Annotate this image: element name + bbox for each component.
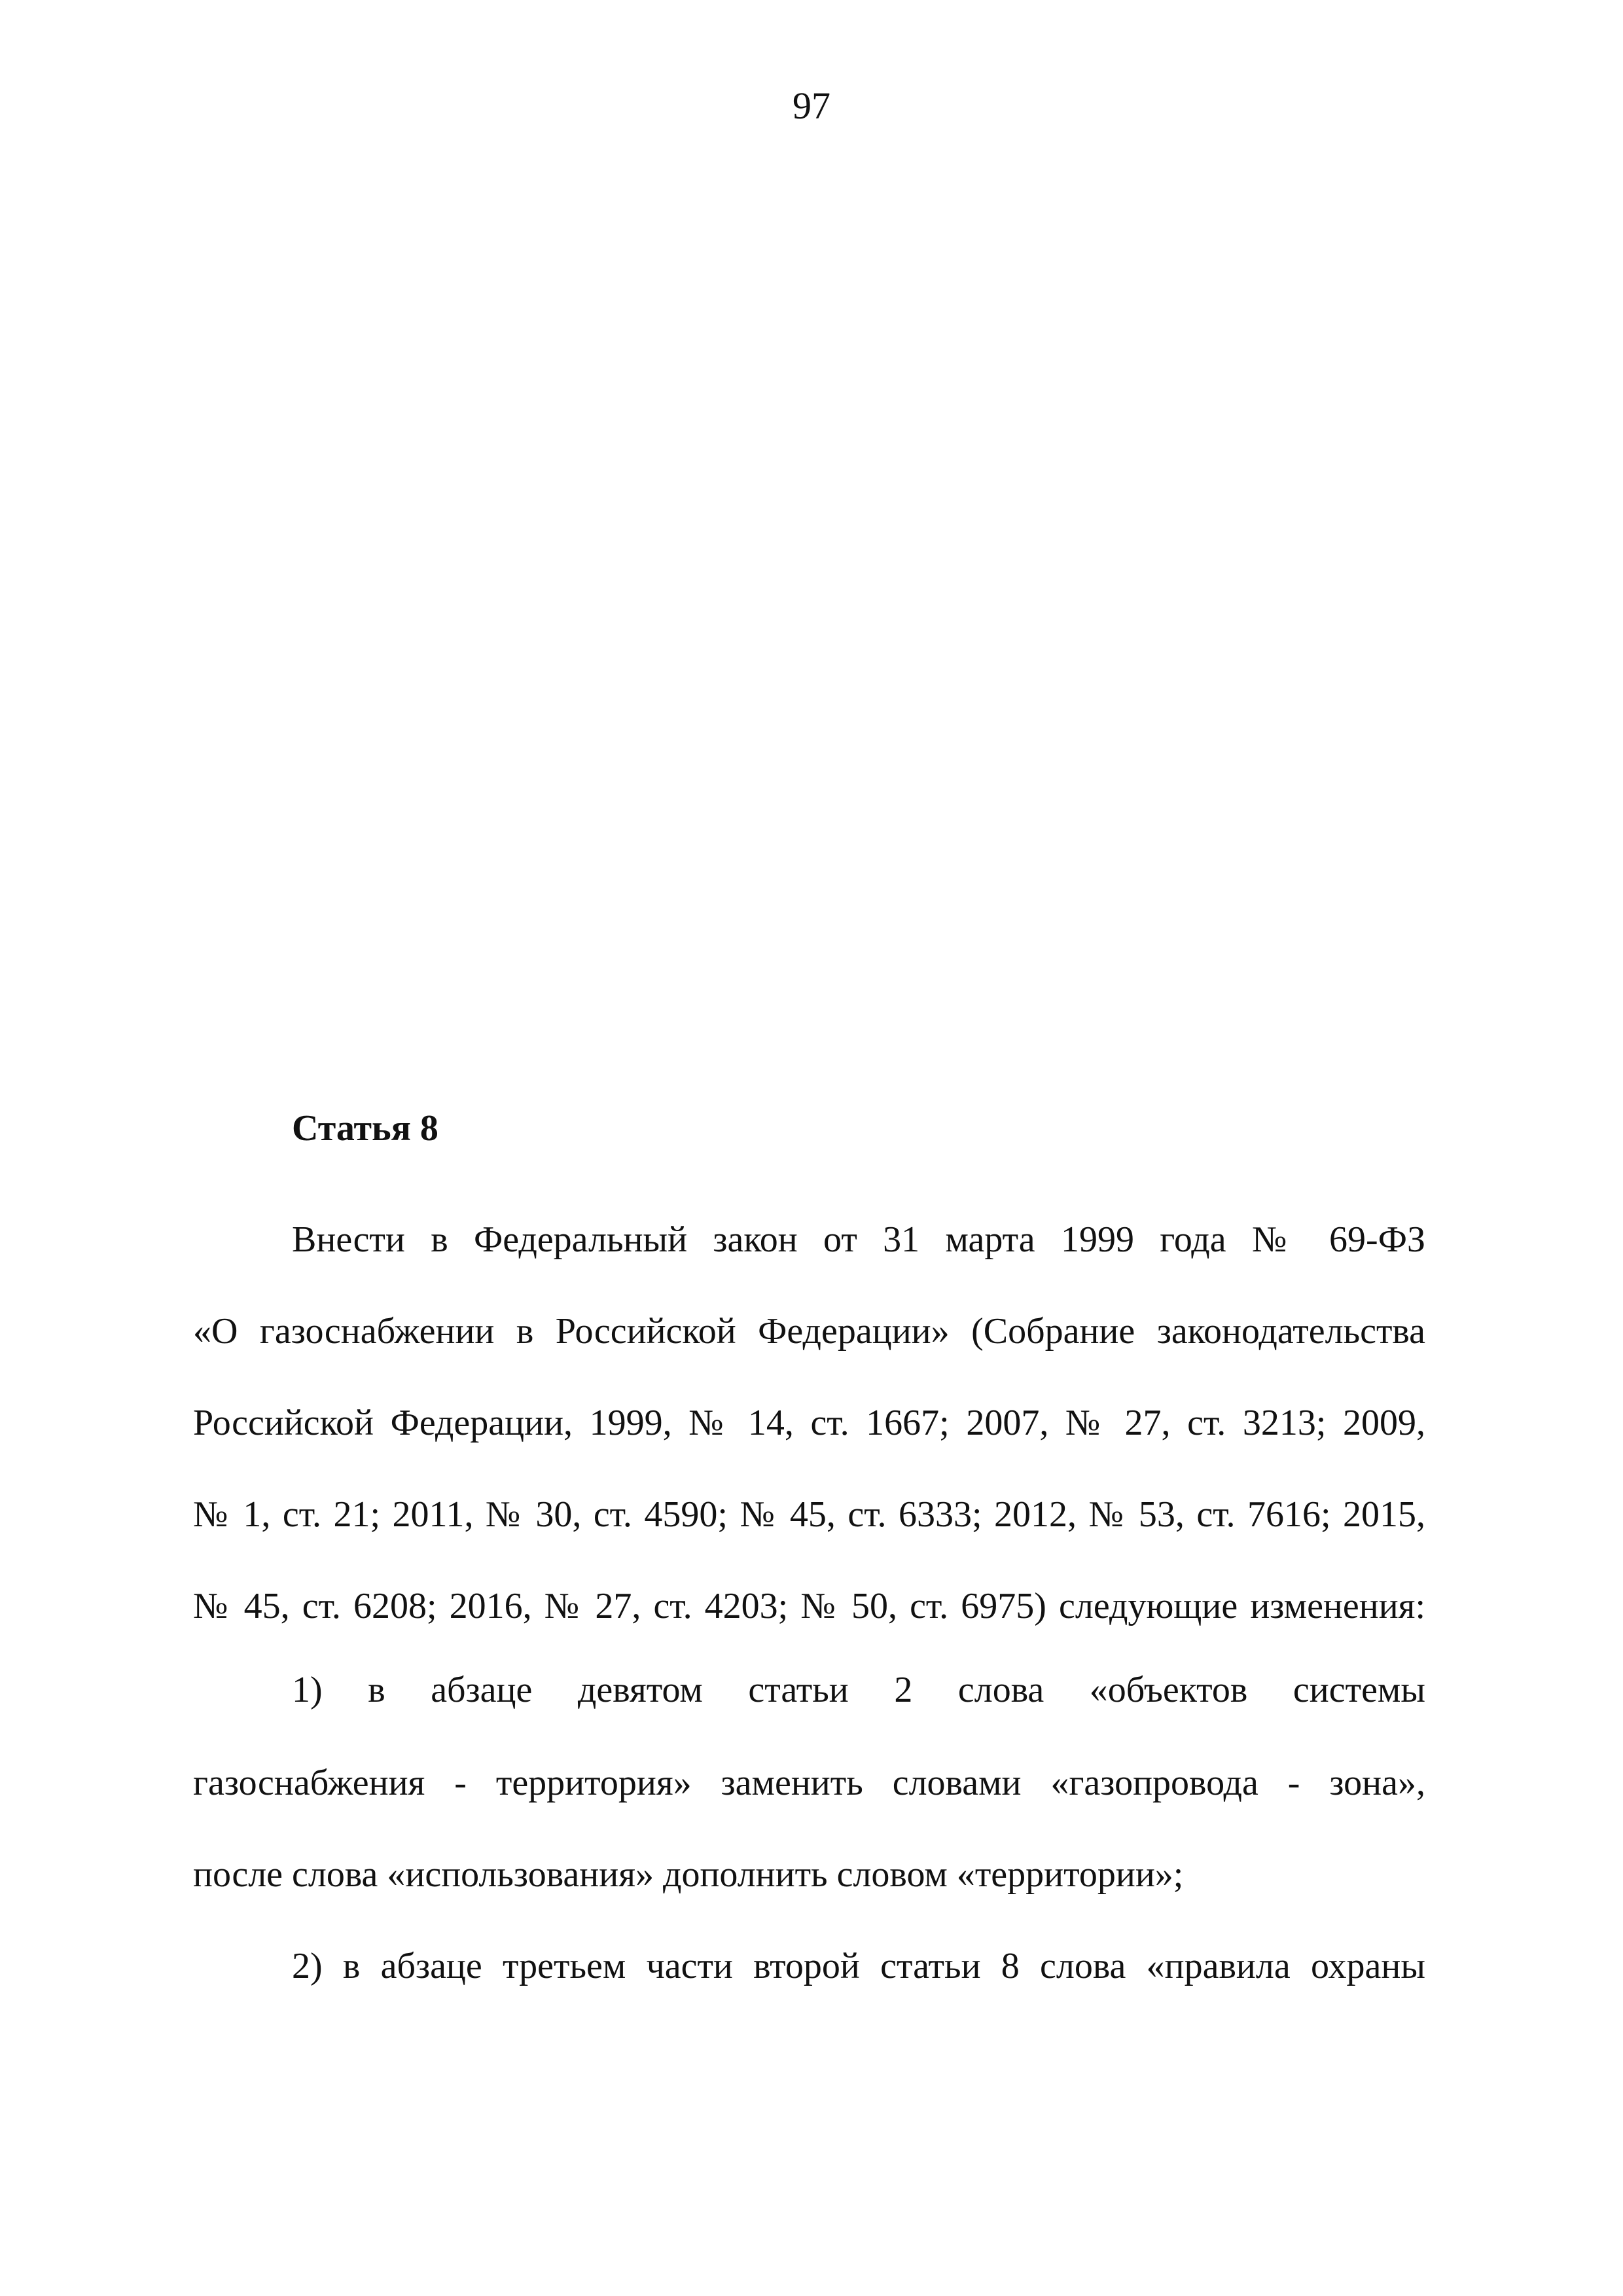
text-line: 2) в абзаце третьем части второй статьи 8 слова «правила охраны: [292, 1946, 1425, 1986]
text-line: Российской Федерации, 1999, № 14, ст. 1667; 2007, № 27, ст. 3213; 2009,: [193, 1403, 1425, 1443]
text-line: № 45, ст. 6208; 2016, № 27, ст. 4203; № 50, ст. 6975) следующие изменения:: [193, 1586, 1425, 1626]
text-line: «О газоснабжении в Российской Федерации» (Собрание законодательства: [193, 1311, 1425, 1352]
text-line: после слова «использования» дополнить словом «территории»;: [193, 1854, 1184, 1895]
text-line: 1) в абзаце девятом статьи 2 слова «объектов системы: [292, 1670, 1425, 1710]
text-line: № 1, ст. 21; 2011, № 30, ст. 4590; № 45, ст. 6333; 2012, № 53, ст. 7616; 2015,: [193, 1494, 1425, 1535]
text-line: Внести в Федеральный закон от 31 марта 1999 года № 69-ФЗ: [292, 1219, 1425, 1260]
article-title: Статья 8: [292, 1108, 438, 1149]
text-line: газоснабжения - территория» заменить словами «газопровода - зона»,: [193, 1763, 1425, 1803]
page-number: 97: [793, 84, 830, 127]
